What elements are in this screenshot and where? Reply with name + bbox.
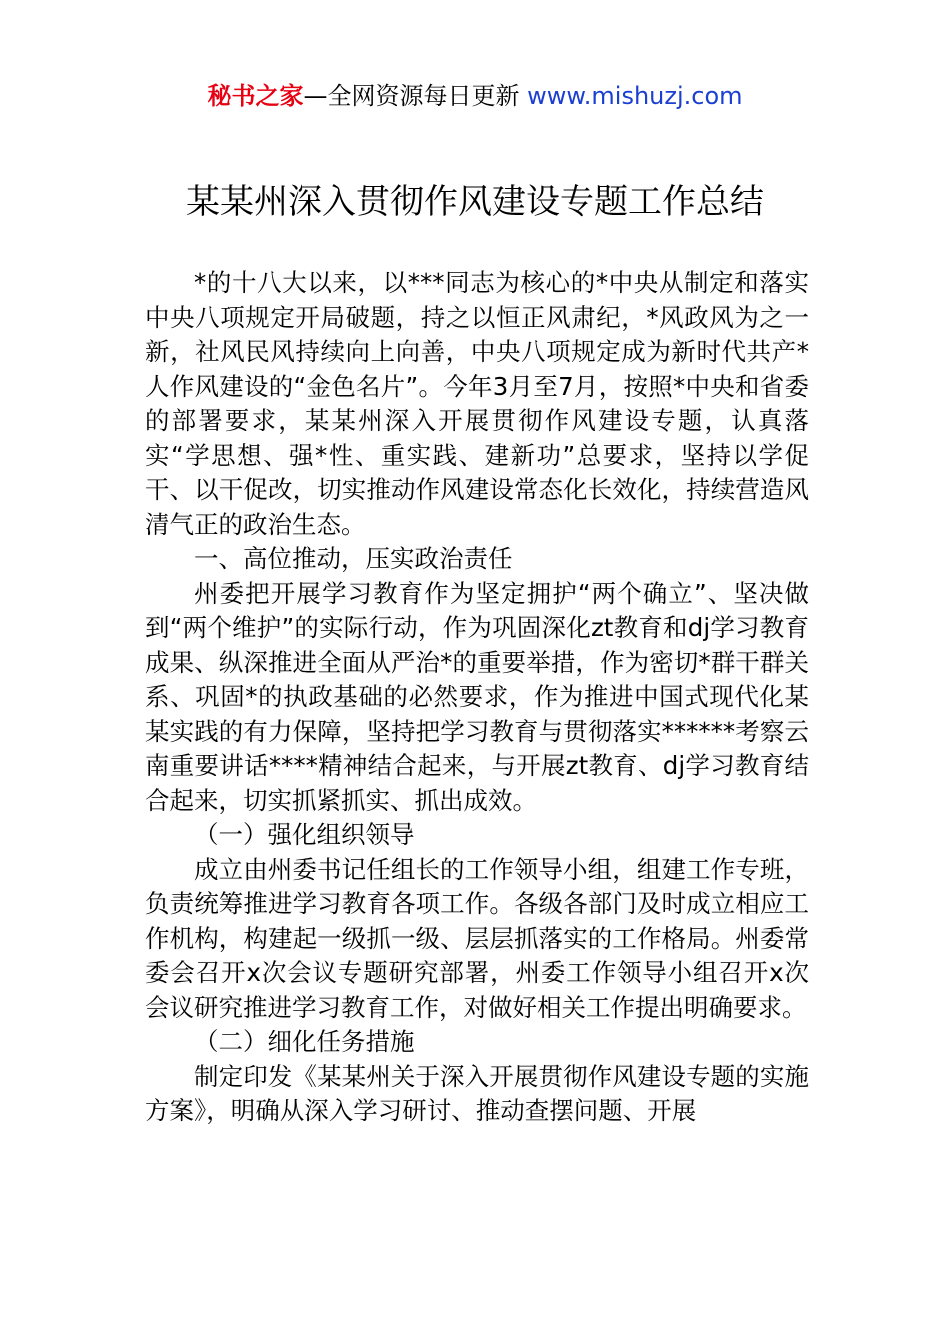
subsection-heading-2: （二）细化任务措施 xyxy=(194,1027,415,1056)
subsection-1-paragraph: 成立由州委书记任组长的工作领导小组，组建工作专班，负责统筹推进学习教育各项工作。各级各部门及时成立相应工作机构，构建起一级抓一级、层层抓落实的工作格局。州委常委会召开x次会议专题研究部署，州委工作领导小组召开x次会议研究推进学习教育工作，对做好相关工作提出明确要求。 xyxy=(145,854,809,1022)
section-heading-1: 一、高位推动，压实政治责任 xyxy=(194,544,513,573)
subsection-heading-1: （一）强化组织领导 xyxy=(194,820,415,849)
subsection-2-paragraph: 制定印发《某某州关于深入开展贯彻作风建设专题的实施方案》，明确从深入学习研讨、推动查摆问题、开展 xyxy=(145,1061,809,1125)
header-tagline: —全网资源每日更新 xyxy=(303,82,528,110)
document-body xyxy=(145,266,809,1129)
section-1-paragraph: 州委把开展学习教育作为坚定拥护“两个确立”、坚决做到“两个维护”的实际行动，作为巩固深化zt教育和dj学习教育成果、纵深推进全面从严治*的重要举措，作为密切*群干群关系、巩固*的执政基础的必然要求，作为推进中国式现代化某某实践的有力保障，坚持把学习教育与贯彻落实******考察云南重要讲话****精神结合起来，与开展zt教育、dj学习教育结合起来，切实抓紧抓实、抓出成效。 xyxy=(145,578,809,815)
intro-paragraph: *的十八大以来，以***同志为核心的*中央从制定和落实中央八项规定开局破题，持之以恒正风肃纪，*风政风为之一新，社风民风持续向上向善，中央八项规定成为新时代共产*人作风建设的“金色名片”。今年3月至7月，按照*中央和省委的部署要求，某某州深入开展贯彻作风建设专题，认真落实“学思想、强*性、重实践、建新功”总要求，坚持以学促干、以干促改，切实推动作风建设常态化长效化，持续营造风清气正的政治生态。 xyxy=(145,268,809,539)
brand-name: 秘书之家 xyxy=(207,82,304,110)
site-url-link[interactable]: www.mishuzj.com xyxy=(527,82,743,110)
document-title: 某某州深入贯彻作风建设专题工作总结 xyxy=(186,182,764,222)
site-header xyxy=(0,80,950,112)
